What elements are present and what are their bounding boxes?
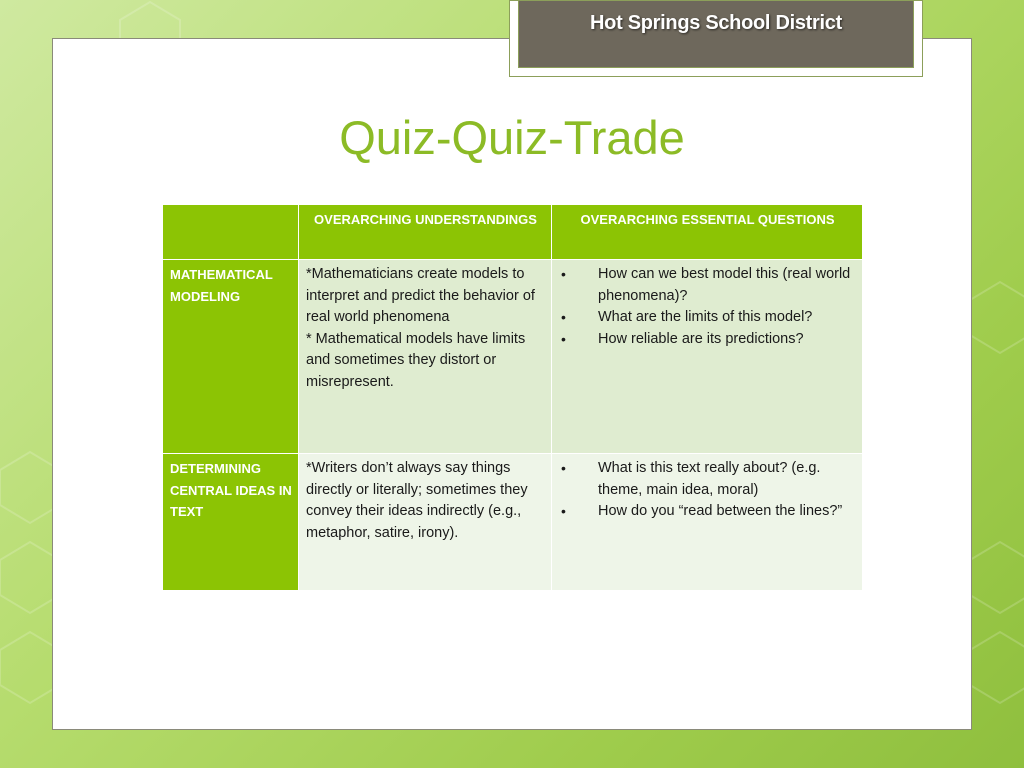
understandings-cell [299, 260, 552, 454]
row-label-mathematical-modeling: MATHEMATICAL MODELING [163, 260, 299, 454]
row-label-central-ideas: DETERMINING CENTRAL IDEAS IN TEXT [163, 454, 299, 591]
list-item: • What is this text really about? (e.g. theme, main idea, moral) [559, 458, 856, 501]
understanding-text: *Writers don’t always say things directly or literally; sometimes they convey their ideas indirectly (e.g., metaphor, satire, irony). [306, 460, 528, 541]
table-row [163, 454, 863, 591]
understandings-cell [299, 454, 552, 591]
header-cell-understandings: OVERARCHING UNDERSTANDINGS [299, 205, 552, 260]
header-cell-questions: OVERARCHING ESSENTIAL QUESTIONS [552, 205, 863, 260]
header-banner-frame [509, 0, 923, 77]
table-row [163, 260, 863, 454]
table-header-row [163, 205, 863, 260]
questions-list [559, 458, 856, 523]
header-banner [518, 1, 914, 68]
questions-list [559, 264, 856, 350]
list-item: • How do you “read between the lines?” [559, 501, 856, 523]
understanding-text: *Mathematicians create models to interpret and predict the behavior of real world phenomena [306, 266, 535, 325]
questions-cell [552, 454, 863, 591]
slide-title: Quiz-Quiz-Trade [339, 111, 685, 164]
list-item: • How can we best model this (real world phenomena)? [559, 264, 856, 307]
district-name: Hot Springs School District [590, 11, 842, 34]
list-item: • What are the limits of this model? [559, 307, 856, 329]
questions-cell [552, 260, 863, 454]
understanding-text: * Mathematical models have limits and sometimes they distort or misrepresent. [306, 330, 526, 390]
understandings-table [162, 204, 863, 591]
list-item: • How reliable are its predictions? [559, 329, 856, 351]
header-cell-empty [163, 205, 299, 260]
